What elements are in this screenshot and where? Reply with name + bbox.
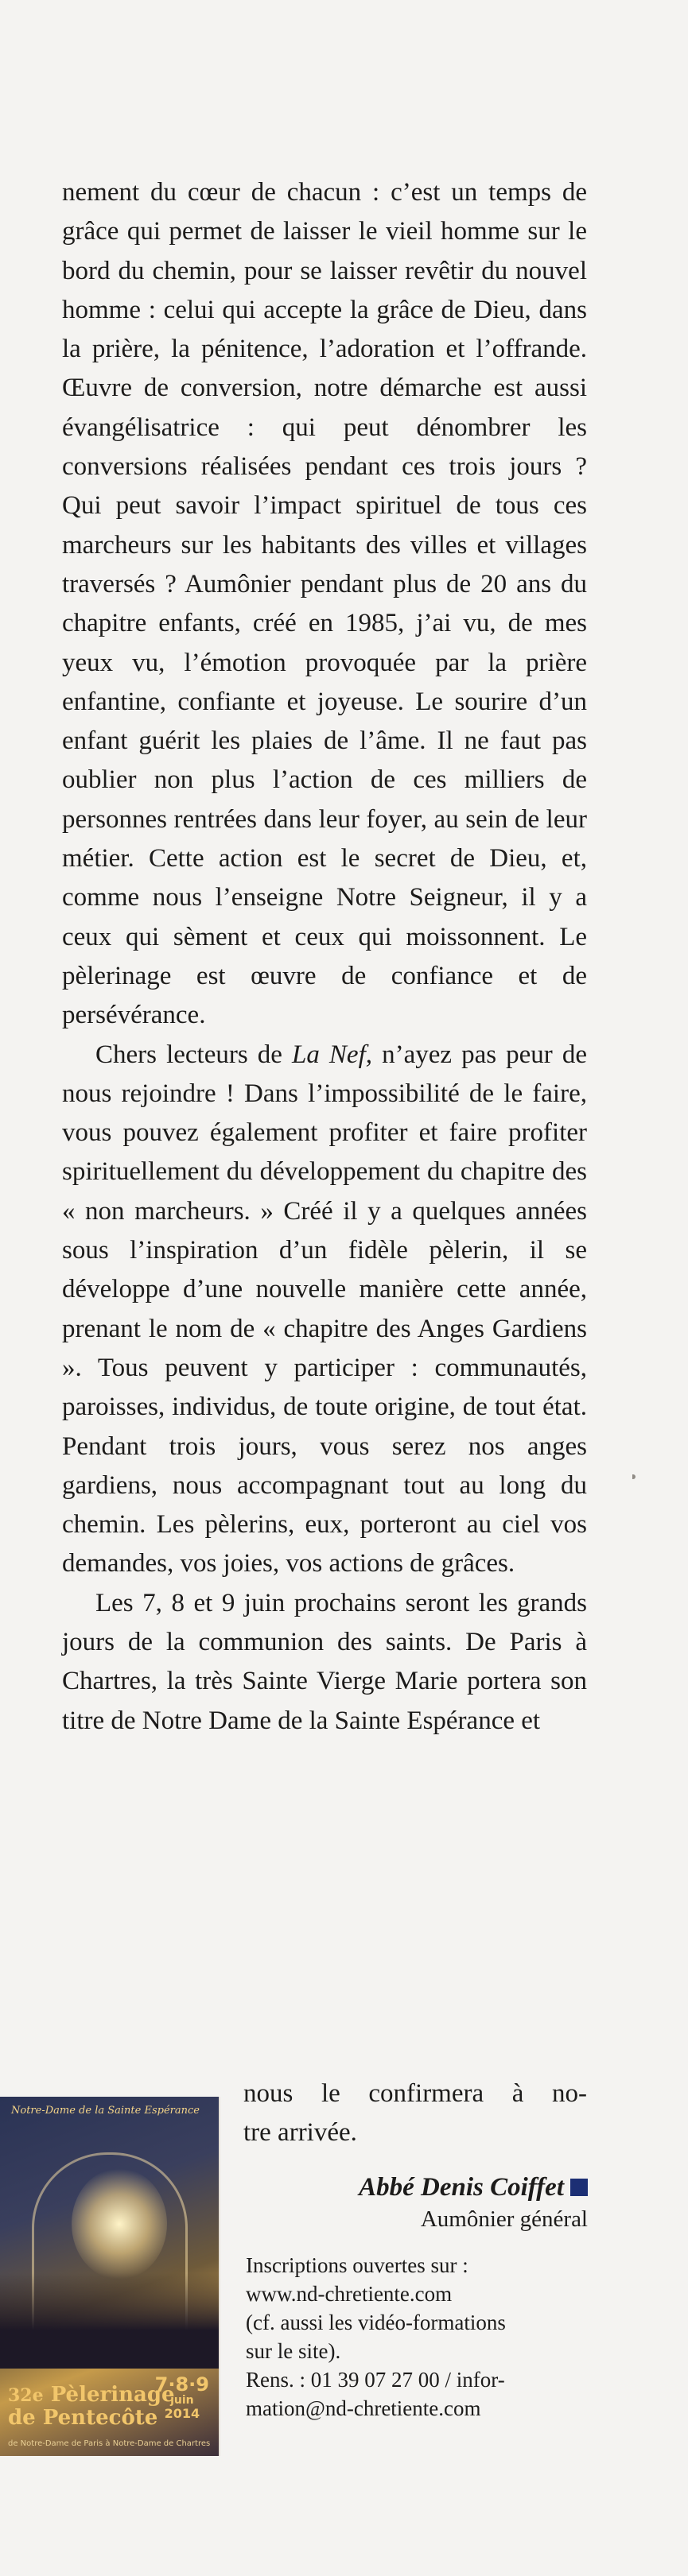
poster-title-line1: Pèlerinage (50, 2383, 175, 2407)
article-paragraph-3: Les 7, 8 et 9 juin prochains seront les grands jours de la communion des saints. De Paris à Chartres, la très Sainte Vierge Marie portera son titre de Notre Dame de la Sainte Espérance et (62, 1588, 587, 1735)
author-role: Aumônier général (420, 2206, 588, 2232)
poster-light (72, 2168, 167, 2280)
signature-block (359, 2170, 588, 2233)
para3-end-line-2: tre arrivée. (243, 2118, 357, 2148)
poster-days: 7·8·9 (154, 2373, 209, 2396)
info-line: Inscriptions ouvertes sur : (246, 2253, 468, 2277)
pilgrimage-poster (0, 2097, 220, 2456)
poster-month: juin (170, 2394, 194, 2407)
info-email[interactable]: mation@nd-chretiente.com (246, 2396, 481, 2420)
author-name-text: Abbé Denis Coiffet (359, 2173, 564, 2202)
end-mark-square (570, 2179, 588, 2196)
para2-text-a: Chers lecteurs de (95, 1040, 292, 1069)
article-paragraph-2 (62, 1036, 587, 1584)
info-line: (cf. aussi les vidéo-formations (246, 2311, 506, 2334)
article-paragraph-3-end (243, 2074, 587, 2153)
para3-end-line-1: nous le confirmera à no- (243, 2079, 587, 2108)
bleed-dot (632, 1474, 636, 1479)
para2-text-b: n’ayez pas peur de nous rejoindre ! Dans l’impossibilité de le faire, vous pouvez également profiter et faire profiter spirituellement du développement du chapitre des « non marcheurs. » Créé il y a quelques années sous l’inspiration d’un fidèle pèlerin, il se développe d’une nouvelle manière cette année, prenant le nom de « chapitre des Anges Gardiens ». Tous peuvent y participer : communautés, paroisses, individus, de toute origine, de tout état. Pendant trois jours, vous serez nos anges gardiens, nous accompagnant tout au long du chemin. Les pèlerins, eux, porteront au ciel vos demandes, vos joies, vos actions de grâces. (62, 1040, 588, 1579)
info-line: sur le site). (246, 2339, 341, 2363)
poster-year: 2014 (164, 2406, 200, 2421)
registration-info (246, 2251, 588, 2423)
article-column (62, 173, 587, 1741)
poster-footer: de Notre-Dame de Paris à Notre-Dame de Chartres (8, 2439, 211, 2448)
poster-edition: 32e (8, 2385, 44, 2406)
poster-dates (155, 2375, 209, 2421)
info-website[interactable]: www.nd-chretiente.com (246, 2282, 453, 2306)
author-name (359, 2170, 588, 2205)
poster-crowd (0, 2273, 219, 2369)
poster-top-text: Notre-Dame de la Sainte Espérance (11, 2105, 200, 2117)
adjacent-page-bleed (632, 223, 688, 2114)
poster-title-line2: de Pentecôte (8, 2406, 158, 2430)
article-paragraph-1: nement du cœur de chacun : c’est un temps de grâce qui permet de laisser le vieil homme sur le bord du chemin, pour se laisser revêtir du nouvel homme : celui qui accepte la grâce de Dieu, dans la prière, la pénitence, l’adoration et l’offrande. Œuvre de conversion, notre démarche est aussi évangélisatrice : qui peut dénombrer les conversions réalisées pendant ces trois jours ? Qui peut savoir l’impact spirituel de tous ces marcheurs sur les habitants des villes et villages traversés ? Aumônier pendant plus de 20 ans du chapitre enfants, créé en 1985, j’ai vu, de mes yeux vu, l’émotion provoquée par la prière enfantine, confiante et joyeuse. Le sourire d’un enfant guérit les plaies de l’âme. Il ne faut pas oublier non plus l’action de ces milliers de personnes rentrées dans leur foyer, au sein de leur métier. Cette action est le secret de Dieu, et, comme nous l’enseigne Notre Seigneur, il y a ceux qui sèment et ceux qui moissonnent. Le pèlerinage est œuvre de confiance et de persévérance. (62, 178, 587, 1030)
magazine-name: La Nef, (291, 1040, 372, 1069)
info-phone: Rens. : 01 39 07 27 00 / infor- (246, 2368, 505, 2392)
